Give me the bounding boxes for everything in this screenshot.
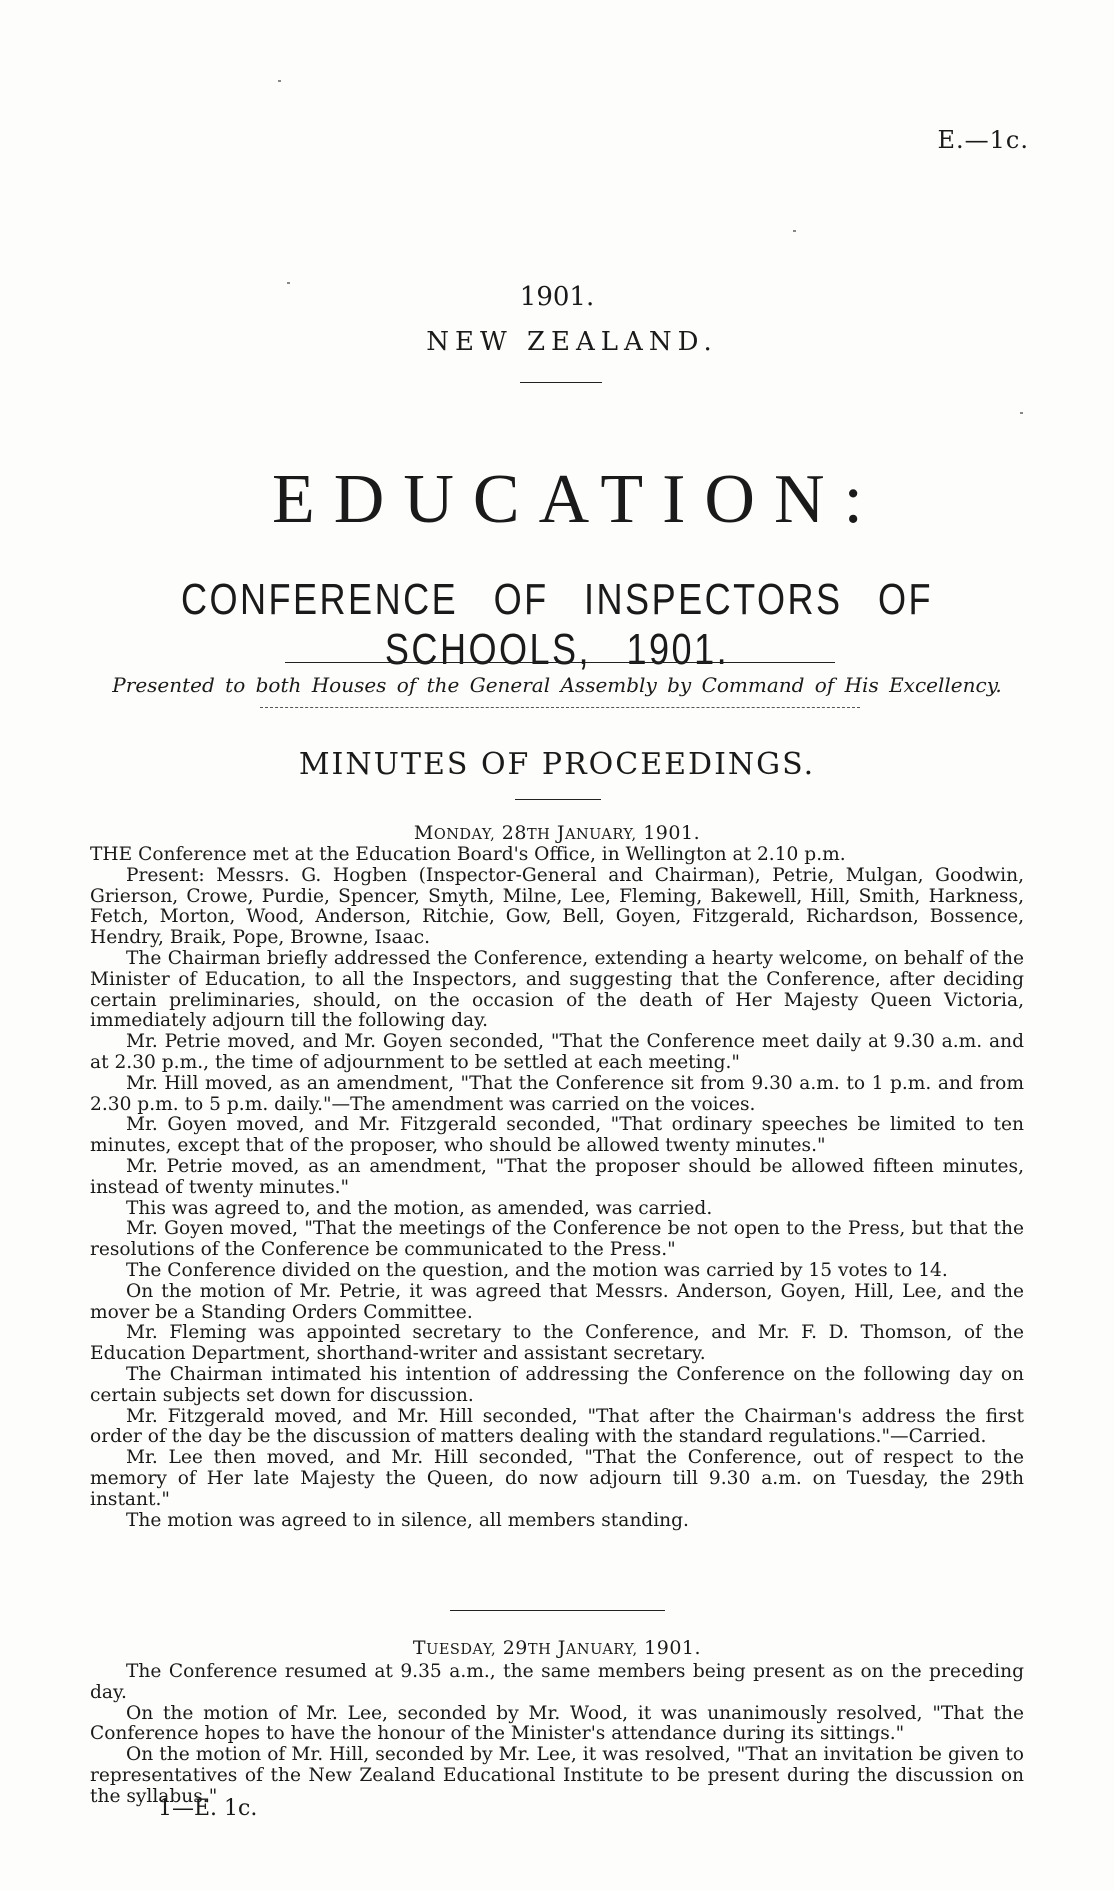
paragraph: Mr. Petrie moved, and Mr. Goyen seconded, "That the Conference meet daily at 9.30 a.m. and at 2.30 p.m., the time of adjournment to be settled at each meeting." [90, 1031, 1024, 1073]
speck [278, 80, 281, 82]
paragraph: Mr. Goyen moved, and Mr. Fitzgerald seconded, "That ordinary speeches be limited to ten minutes, except that of the proposer, who should be allowed twenty minutes." [90, 1114, 1024, 1157]
minutes-day1 [90, 845, 1024, 1531]
speck [1020, 412, 1023, 414]
page-footer: 1—E. 1c. [158, 1796, 258, 1821]
paragraph: Present: Messrs. G. Hogben (Inspector-General and Chairman), Petrie, Mulgan, Goodwin, Grierson, Crowe, Purdie, Spencer, Smyth, Milne, Lee, Fleming, Bakewell, Hill, Smith, Harkness, Fetch, Morton, Wood, Anderson, Ritchie, Gow, Bell, Goyen, Fitzgerald, Richardson, Bossence, Hendry, Braik, Pope, Browne, Isaac. [90, 864, 1024, 949]
paragraph: The Chairman briefly addressed the Conference, extending a hearty welcome, on behalf of the Minister of Education, to all the Inspectors, and suggesting that the Conference, after deciding certain preliminaries, should, on the occasion of the death of Her Majesty Queen Victoria, immediately adjourn till the following day. [90, 947, 1024, 1032]
paragraph: On the motion of Mr. Petrie, it was agreed that Messrs. Anderson, Goyen, Hill, Lee, and the mover be a Standing Orders Committee. [90, 1280, 1024, 1323]
subtitle: CONFERENCE OF INSPECTORS OF SCHOOLS, 1901. [180, 575, 934, 674]
section-heading: MINUTES OF PROCEEDINGS. [298, 747, 816, 782]
paragraph: The Chairman intimated his intention of addressing the Conference on the following day on certain subjects set down for discussion. [90, 1363, 1024, 1406]
paragraph: The Conference divided on the question, and the motion was carried by 15 votes to 14. [126, 1259, 948, 1281]
speck [793, 230, 796, 232]
paragraph: On the motion of Mr. Hill, seconded by Mr. Lee, it was resolved, "That an invitation be given to representatives of the New Zealand Educational Institute to be present during the discussion on the syllabus." [90, 1744, 1024, 1807]
document-reference: E.—1c. [937, 126, 1029, 154]
paragraph: Mr. Goyen moved, "That the meetings of the Conference be not open to the Press, but that the resolutions of the Conference be communicated to the Press." [90, 1218, 1024, 1261]
divider [260, 707, 860, 708]
paragraph: THE Conference met at the Education Board's Office, in Wellington at 2.10 p.m. [90, 844, 846, 865]
paragraph: Mr. Petrie moved, as an amendment, "That the proposer should be allowed fifteen minutes, instead of twenty minutes." [90, 1155, 1024, 1198]
page-title: EDUCATION: [272, 461, 882, 538]
paragraph: Mr. Lee then moved, and Mr. Hill seconded, "That the Conference, out of respect to the memory of Her late Majesty the Queen, do now adjourn till 9.30 a.m. on Tuesday, the 29th instant." [90, 1447, 1024, 1510]
date-heading: TUESDAY, 29TH JANUARY, 1901. [412, 1637, 702, 1659]
year: 1901. [519, 282, 595, 312]
divider [285, 662, 835, 663]
paragraph: Mr. Hill moved, as an amendment, "That the Conference sit from 9.30 a.m. to 1 p.m. and from 2.30 p.m. to 5 p.m. daily."—The amendment was carried on the voices. [90, 1072, 1024, 1115]
country: NEW ZEALAND. [426, 327, 718, 357]
paragraph: On the motion of Mr. Lee, seconded by Mr. Wood, it was unanimously resolved, "That the Conference hopes to have the honour of the Minister's attendance during its sittings." [90, 1702, 1024, 1745]
paragraph: This was agreed to, and the motion, as amended, was carried. [126, 1197, 713, 1219]
divider [450, 1610, 665, 1611]
divider [515, 799, 601, 800]
paragraph: The Conference resumed at 9.35 a.m., the same members being present as on the preceding day. [90, 1661, 1024, 1703]
presented-line: Presented to both Houses of the General Assembly by Command of His Excellency. [112, 673, 1002, 697]
date-heading: MONDAY, 28TH JANUARY, 1901. [413, 822, 701, 844]
minutes-day2 [90, 1662, 1024, 1808]
divider [520, 382, 602, 383]
paragraph: Mr. Fleming was appointed secretary to the Conference, and Mr. F. D. Thomson, of the Education Department, shorthand-writer and assistant secretary. [90, 1322, 1024, 1365]
paragraph: Mr. Fitzgerald moved, and Mr. Hill seconded, "That after the Chairman's address the first order of the day be the discussion of matters dealing with the standard regulations."—Carried. [90, 1405, 1024, 1448]
paragraph: The motion was agreed to in silence, all members standing. [126, 1509, 689, 1531]
